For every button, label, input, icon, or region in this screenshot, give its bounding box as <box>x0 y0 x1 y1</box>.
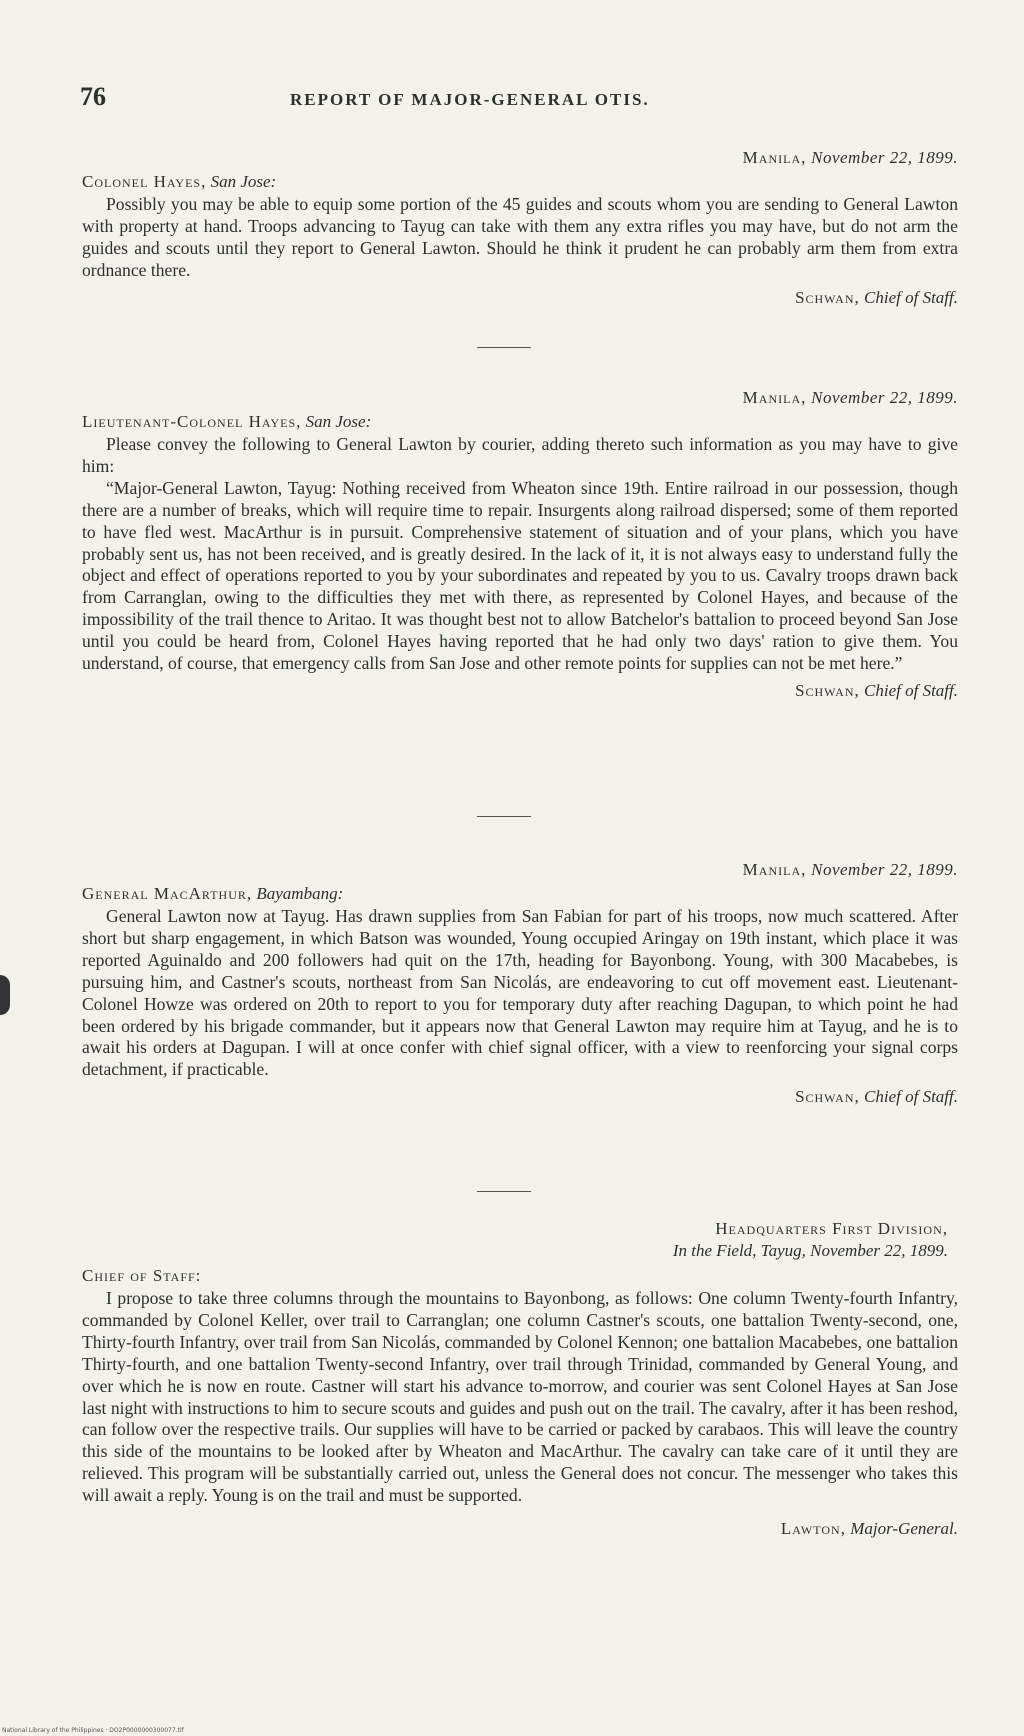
addressee-name: Colonel Hayes, <box>82 172 207 191</box>
letter-body <box>82 1288 958 1507</box>
addressee <box>82 1266 958 1286</box>
letter-entry <box>82 860 958 1107</box>
signature-title: Chief of Staff. <box>864 1087 958 1107</box>
letter-body <box>82 434 958 675</box>
body-paragraph: General Lawton now at Tayug. Has drawn supplies from San Fabian for part of his troops, now much scattered. After short but sharp engagement, in which Batson was wounded, Young occupied Aringay on 19th instant, which place it was reported Aguinaldo and 200 followers had quit on the 17th, heading for Bayonbong. Young, with 300 Macabebes, is pursuing him, and Castner's scouts, northeast from San Nicolás, are endeavoring to cut off movement east. Lieutenant-Colonel Howze was ordered on 20th to report to you for temporary duty after reaching Dagupan, to which point he had been ordered by his brigade commander, but it appears now that General Lawton may require him at Tayug, and he is to await his orders at Dagupan. I will at once confer with chief signal officer, with a view to reenforcing your signal corps detachment, if practicable. <box>82 906 958 1080</box>
page-number: 76 <box>80 82 106 111</box>
body-intro: Please convey the following to General Lawton by courier, adding thereto such information as you may have to give him: <box>82 434 958 476</box>
letter-entry <box>82 388 958 701</box>
dateline <box>82 388 958 408</box>
addressee-name: General MacArthur, <box>82 884 253 903</box>
addressee-place: San Jose: <box>305 412 372 431</box>
signature-name: Lawton, <box>780 1519 846 1539</box>
running-head: REPORT OF MAJOR-GENERAL OTIS. <box>290 90 650 109</box>
scan-credit: National Library of the Philippines · DO2P0000000300077.tif <box>2 1727 184 1734</box>
signature-name: Schwan, <box>795 1087 860 1107</box>
hq-line: Headquarters First Division, <box>715 1219 948 1238</box>
signature-name: Schwan, <box>795 680 860 700</box>
section-divider <box>477 816 531 817</box>
dateline <box>82 148 958 168</box>
body-paragraph: Possibly you may be able to equip some portion of the 45 guides and scouts whom you are sending to General Lawton with property at hand. Troops advancing to Tayug can take with them any extra rifles you may have, but do not arm the guides and scouts until they report to General Lawton. Should he think it prudent he can probably arm them from extra ordnance there. <box>82 194 958 280</box>
signature <box>82 1519 958 1539</box>
dateline-place: Manila, <box>742 860 807 879</box>
headquarters-heading <box>82 1218 958 1262</box>
section-divider <box>477 347 531 348</box>
section-divider <box>477 1191 531 1192</box>
signature-title: Chief of Staff. <box>864 287 958 307</box>
dateline <box>82 860 958 880</box>
page-header <box>80 82 944 122</box>
dateline-date: November 22, 1899. <box>811 860 958 879</box>
body-paragraph: I propose to take three columns through the mountains to Bayonbong, as follows: One column Twenty-fourth Infantry, commanded by Colonel Keller, over trail to Carranglan; one column Castner's scouts, one battalion Twenty-second, one, Thirty-fourth Infantry, over trail from San Nicolás, commanded by Colonel Kennon; one battalion Macabebes, one battalion Thirty-fourth, and one battalion Twenty-second Infantry, over trail through Trinidad, commanded by General Young, and over which he is now en route. Castner will start his advance to-morrow, and courier was sent Colonel Hayes at San Jose last night with instructions to him to secure scouts and guides and push out on the trail. The cavalry, after it has been reshod, can follow over the respective trails. Our supplies will have to be carried or packed by carabaos. This will leave the country this side of the mountains to be looked after by Wheaton and MacArthur. The cavalry can take care of it until they are relieved. This program will be substantially carried out, unless the General does not concur. The messenger who takes this will await a reply. Young is on the trail and must be supported. <box>82 1288 958 1506</box>
addressee <box>82 884 958 904</box>
hq-line: In the Field, Tayug, November 22, 1899. <box>672 1241 948 1260</box>
letter-body <box>82 906 958 1081</box>
dateline-date: November 22, 1899. <box>811 388 958 407</box>
signature-name: Schwan, <box>795 287 860 307</box>
addressee-name: Chief of Staff: <box>82 1266 202 1285</box>
addressee-place: San Jose: <box>210 172 277 191</box>
signature-title: Major-General. <box>850 1519 958 1539</box>
addressee-place: Bayambang: <box>256 884 344 903</box>
dateline-date: November 22, 1899. <box>811 148 958 167</box>
signature-title: Chief of Staff. <box>864 680 958 700</box>
letter-body <box>82 194 958 282</box>
signature <box>82 681 958 701</box>
signature <box>82 288 958 308</box>
addressee <box>82 412 958 432</box>
addressee <box>82 172 958 192</box>
body-paragraph: “Major-General Lawton, Tayug: Nothing received from Wheaton since 19th. Entire railroad in our possession, though there are a number of breaks, which will require time to repair. Insurgents along railroad dispersed; some of them reported to have fled west. MacArthur is in pursuit. Comprehensive statement of situation and of your plans, which you have probably sent us, has not been received, and is greatly desired. In the lack of it, it is not always easy to understand fully the object and effect of operations reported to you by your subordinates and repeated by you to us. Cavalry troops drawn back from Carranglan, owing to the difficulties they met with there, as represented by Colonel Hayes, and because of the impossibility of the trail thence to Aritao. It was thought best not to allow Batchelor's battalion to proceed beyond San Jose until you could be heard from, Colonel Hayes having reported that he had only two days' ration to give them. You understand, of course, that emergency calls from San Jose and other remote points for supplies can not be met here.” <box>82 477 958 674</box>
letter-entry <box>82 1218 958 1539</box>
dateline-place: Manila, <box>742 148 807 167</box>
signature <box>82 1087 958 1107</box>
addressee-name: Lieutenant-Colonel Hayes, <box>82 412 302 431</box>
scan-edge-mark <box>0 975 10 1015</box>
dateline-place: Manila, <box>742 388 807 407</box>
letter-entry <box>82 148 958 308</box>
